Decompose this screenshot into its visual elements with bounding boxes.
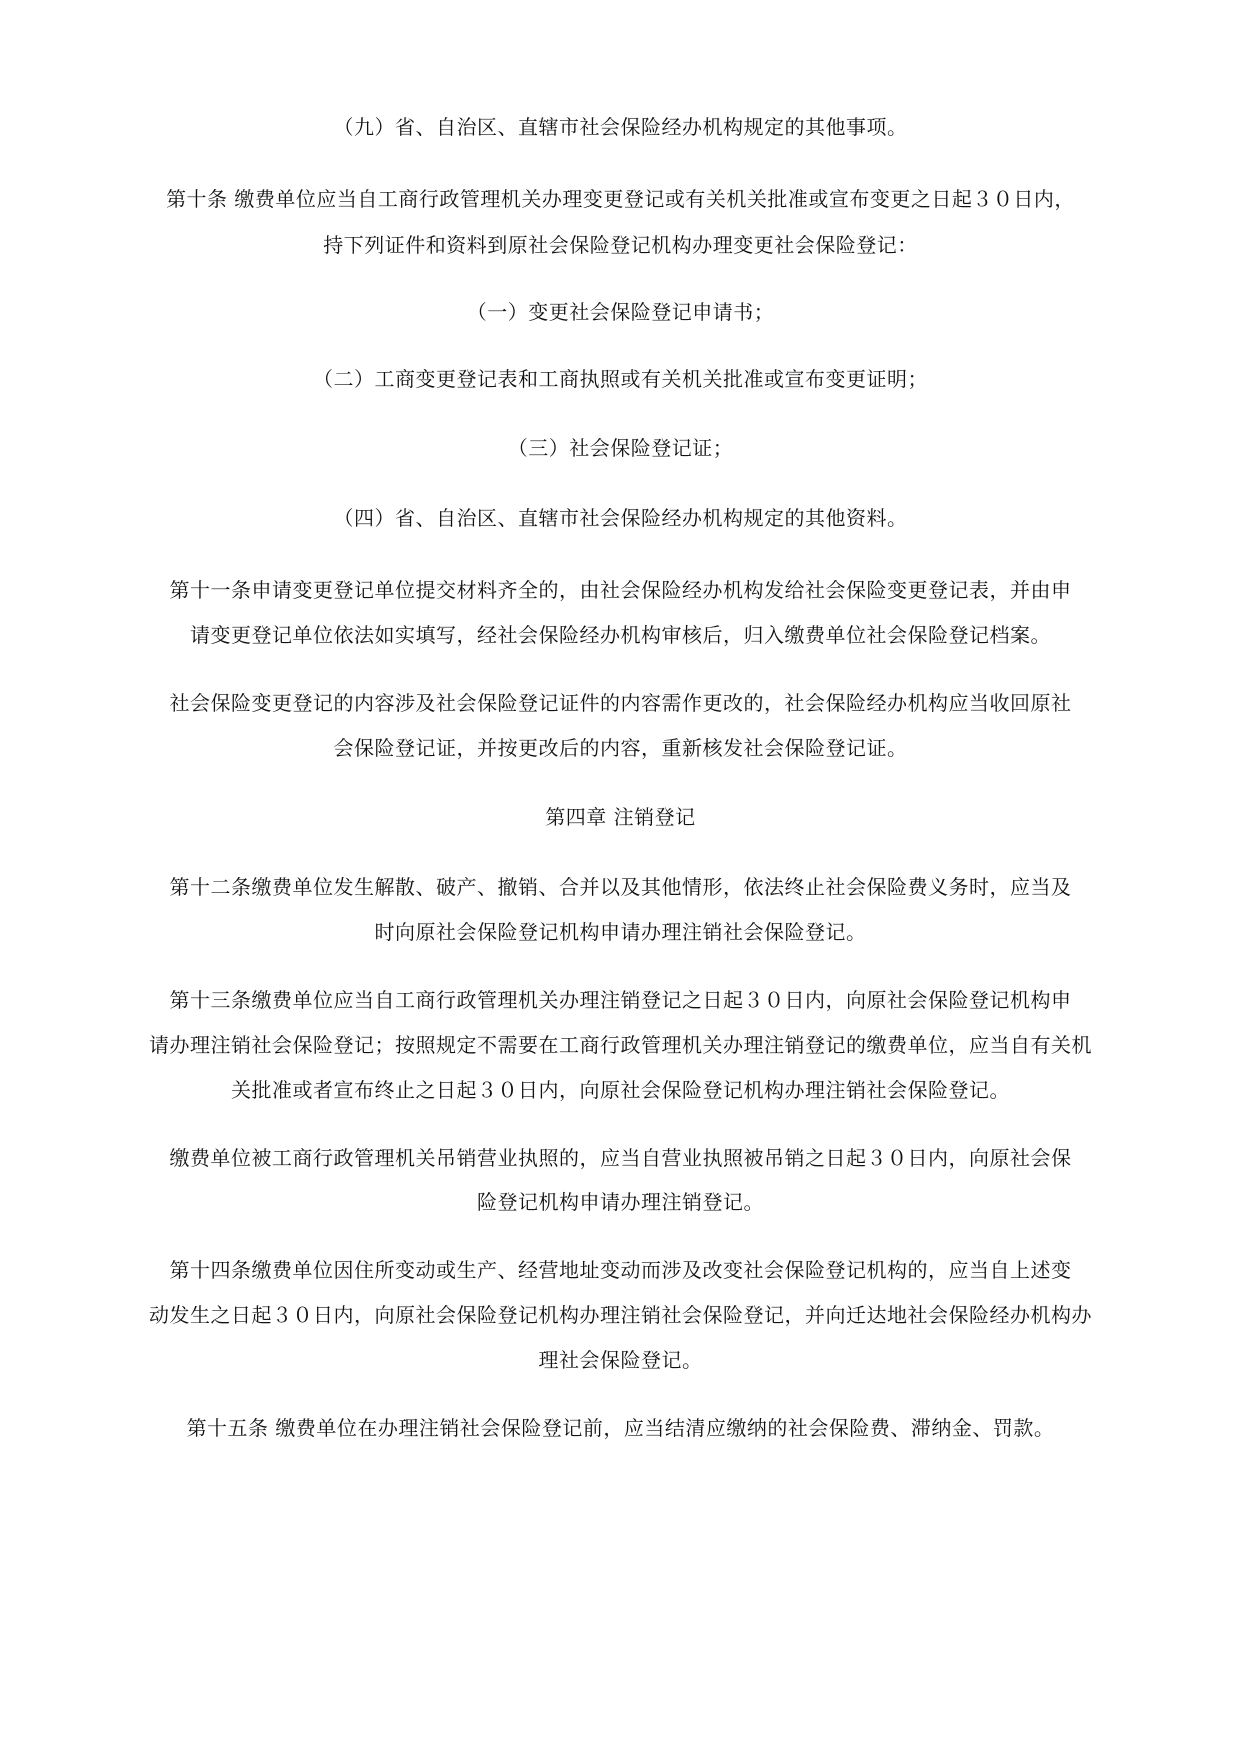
article-11-para-2-line-2: 会保险登记证，并按更改后的内容，重新核发社会保险登记证。 bbox=[333, 736, 908, 760]
article-13-line-3: 关批准或者宣布终止之日起３０日内，向原社会保险登记机构办理注销社会保险登记。 bbox=[231, 1078, 1010, 1102]
article-10-line-2: 持下列证件和资料到原社会保险登记机构办理变更社会保险登记： bbox=[323, 233, 918, 257]
chapter-heading: 第四章 注销登记 bbox=[545, 805, 696, 829]
article-12-line-2: 时向原社会保险登记机构申请办理注销社会保险登记。 bbox=[374, 920, 867, 944]
article-14-line-2: 动发生之日起３０日内，向原社会保险登记机构办理注销社会保险登记，并向迁达地社会保险经办机构办 bbox=[149, 1303, 1092, 1327]
article-11-line-1: 第十一条申请变更登记单位提交材料齐全的，由社会保险经办机构发给社会保险变更登记表，并由申 bbox=[169, 578, 1072, 602]
article-13-line-2: 请办理注销社会保险登记；按照规定不需要在工商行政管理机关办理注销登记的缴费单位，应当自有关机 bbox=[149, 1033, 1092, 1057]
article-10-item-3: （三）社会保险登记证； bbox=[507, 436, 734, 460]
article-13-line-1: 第十三条缴费单位应当自工商行政管理机关办理注销登记之日起３０日内，向原社会保险登记机构申 bbox=[169, 988, 1072, 1012]
article-13-para-2-line-2: 险登记机构申请办理注销登记。 bbox=[477, 1190, 764, 1214]
article-10-item-2: （二）工商变更登记表和工商执照或有关机关批准或宣布变更证明； bbox=[313, 367, 928, 391]
article-12-line-1: 第十二条缴费单位发生解散、破产、撤销、合并以及其他情形，依法终止社会保险费义务时，应当及 bbox=[169, 875, 1072, 899]
article-10-item-1: （一）变更社会保险登记申请书； bbox=[466, 300, 775, 324]
article-11-para-2-line-1: 社会保险变更登记的内容涉及社会保险登记证件的内容需作更改的，社会保险经办机构应当收回原社 bbox=[169, 691, 1072, 715]
article-11-line-2: 请变更登记单位依法如实填写，经社会保险经办机构审核后，归入缴费单位社会保险登记档案。 bbox=[190, 623, 1051, 647]
article-14-line-1: 第十四条缴费单位因住所变动或生产、经营地址变动而涉及改变社会保险登记机构的，应当自上述变 bbox=[169, 1258, 1072, 1282]
article-10-item-4: （四）省、自治区、直辖市社会保险经办机构规定的其他资料。 bbox=[333, 506, 908, 530]
clause-9-item: （九）省、自治区、直辖市社会保险经办机构规定的其他事项。 bbox=[333, 115, 908, 139]
article-13-para-2-line-1: 缴费单位被工商行政管理机关吊销营业执照的，应当自营业执照被吊销之日起３０日内，向原社会保 bbox=[169, 1146, 1072, 1170]
article-10-line-1: 第十条 缴费单位应当自工商行政管理机关办理变更登记或有关机关批准或宣布变更之日起３０日内， bbox=[166, 187, 1075, 211]
article-15-line-1: 第十五条 缴费单位在办理注销社会保险登记前，应当结清应缴纳的社会保险费、滞纳金、罚款。 bbox=[186, 1416, 1055, 1440]
article-14-line-3: 理社会保险登记。 bbox=[538, 1348, 703, 1372]
